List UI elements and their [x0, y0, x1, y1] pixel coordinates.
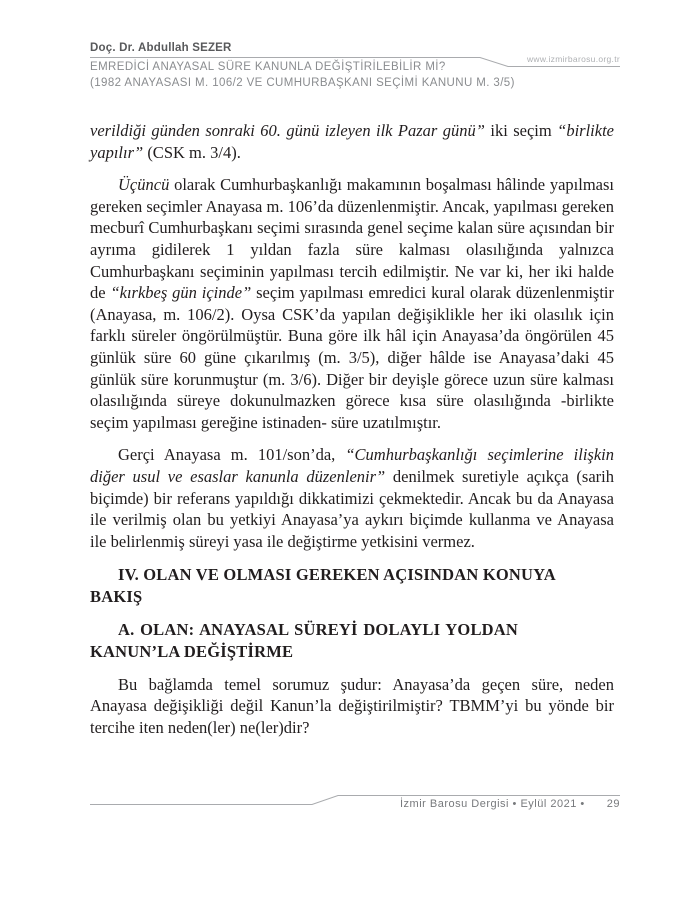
article-body — [90, 120, 614, 749]
italic-quote-text: “kırkbeş gün içinde” — [110, 283, 252, 303]
website-url: www.izmirbarosu.org.tr — [526, 54, 620, 64]
footer — [400, 798, 620, 810]
paragraph — [90, 674, 614, 739]
heading-line: KANUN’LA DEĞİŞTİRME — [90, 642, 294, 662]
journal-name-date: İzmir Barosu Dergisi • Eylül 2021 • — [399, 798, 585, 810]
italic-quote-text: “Cumhurbaşkanlığı seçimlerine ilişkin diğer usul ve esaslar kanunla düzenlenir” — [90, 445, 614, 486]
body-text: denilmek suretiyle açıkça (sarih biçimde) bir referans yapıldığı dikkatimizi çekmektedir. Ancak bu da Anayasa ile verilmiş olan bu yetkiyi Anayasa’ya aykırı biçimde kullanma ve Anayasa ile belirlenmiş süreyi yasa ile değiştirme yetkisini vermez. — [90, 466, 614, 551]
article-title-line2: (1982 ANAYASASI M. 106/2 VE CUMHURBAŞKANI SEÇİMİ KANUNU M. 3/5) — [90, 77, 515, 89]
body-text: Gerçi Anayasa m. 101/son’da, — [118, 445, 346, 465]
body-text: (CSK m. 3/4). — [143, 142, 241, 162]
body-text: iki seçim — [484, 121, 558, 140]
paragraph — [90, 174, 614, 433]
body-text: olarak Cumhurbaşkanlığı makamının boşalması hâlinde yapılması gereken seçimler Anayasa m. 106’da düzenlenmiştir. Ancak, yapılması gereken mecburî Cumhurbaşkanı seçimi sırasında genel seçime kalan süre açısından bir ayrıma gidilerek 1 yıldan fazla süre kalması olasılığında yalnızca Cumhurbaşkanı seçiminin yapılması tercih edilmiştir. Ne var ki, her iki halde de — [90, 175, 614, 303]
paragraph — [90, 444, 614, 552]
italic-quote-text: verildiği günden sonraki 60. günü izleyen ilk Pazar günü” — [90, 121, 485, 140]
paragraph — [90, 120, 614, 163]
author-name: Doç. Dr. Abdullah SEZER — [90, 42, 232, 54]
italic-quote-text: Üçüncü — [118, 175, 170, 195]
heading-line: BAKIŞ — [90, 586, 143, 606]
section-heading — [90, 564, 614, 607]
section-heading — [90, 619, 614, 662]
heading-line: IV. OLAN VE OLMASI GEREKEN AÇISINDAN KONUYA — [118, 565, 556, 585]
italic-quote-text: “birlikte yapılır” — [90, 121, 614, 162]
body-text: Bu bağlamda temel sorumuz şudur: Anayasa’da geçen süre, neden Anayasa değişikliği değil Kanun’la değiştirilmiştir? TBMM’yi bu yönde bir tercihe iten neden(ler) ne(ler)dir? — [90, 674, 614, 737]
heading-line: A. OLAN: ANAYASAL SÜREYİ DOLAYLI YOLDAN — [118, 620, 518, 640]
article-title-line1: EMREDİCİ ANAYASAL SÜRE KANUNLA DEĞİŞTİRİLEBİLİR Mİ? — [90, 61, 446, 73]
body-text: seçim yapılması emredici kural olarak düzenlenmiştir (Anayasa, m. 106/2). Oysa CSK’da yapılan değişiklikle her iki olasılık için farklı süreler öngörülmüştür. Buna göre ilk hâl için Anayasa’da öngörülen 45 günlük süre 60 güne çıkarılmış (m. 3/5), diğer hâlde ise Anayasa’daki 45 günlük süre korunmuştur (m. 3/6). Diğer bir deyişle görece uzun süre kalması olasılığında süreye dokunulmazken görece kısa süre olasılığında -birlikte seçim yapılması gereğine istinaden- süre uzatılmıştır. — [90, 283, 615, 432]
page-number: 29 — [606, 798, 620, 810]
